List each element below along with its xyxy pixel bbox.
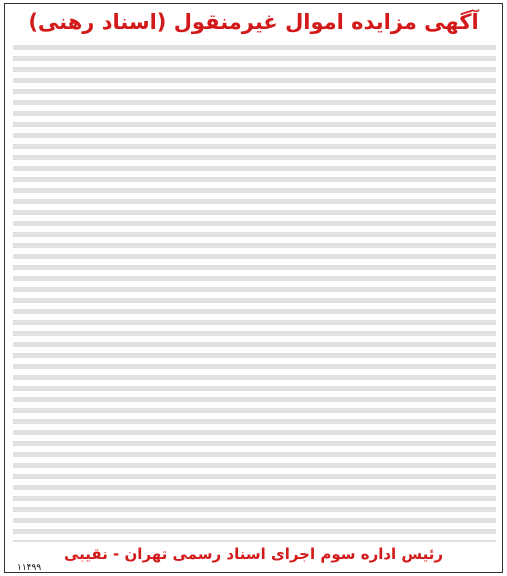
notice-signature: رئیس اداره سوم اجرای اسناد رسمی تهران - نقیبی (63, 545, 443, 563)
notice-body-text-unreadable (13, 42, 496, 542)
notice-reference-number: ۱۱۴۹۹ (17, 563, 42, 573)
auction-notice (4, 3, 503, 573)
notice-title: آگهی مزایده اموال غیرمنقول (اسناد رهنی) (28, 10, 479, 34)
